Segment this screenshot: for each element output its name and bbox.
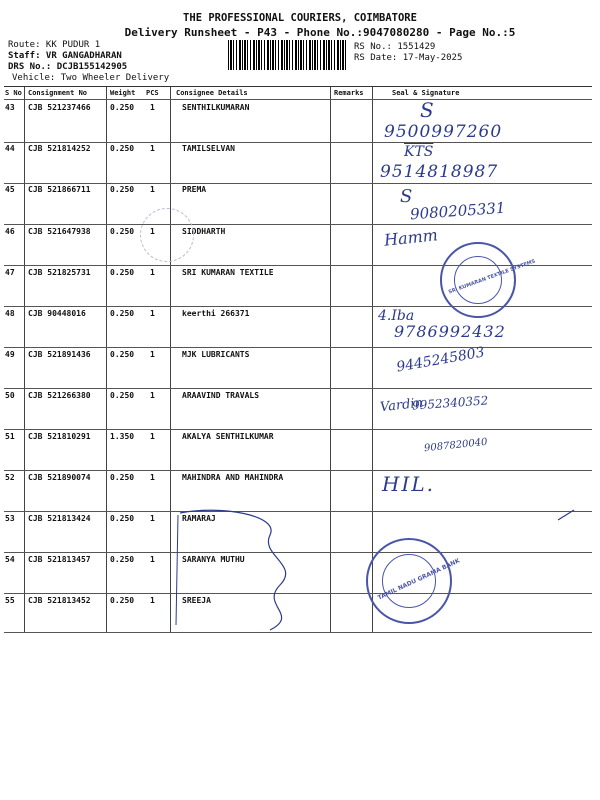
textile-stamp: SRI KUMARAN TEXTILE SYSTEMS <box>440 242 516 318</box>
col-sno: S No <box>5 89 22 97</box>
row-52-cno: CJB 521890074 <box>28 473 91 482</box>
row-53-weight: 0.250 <box>110 514 135 523</box>
row-43-cno: CJB 521237466 <box>28 103 91 112</box>
rs-date-label: RS Date: 17-May-2025 <box>354 53 463 63</box>
drs-label: DRS No.: DCJB155142905 <box>8 62 128 72</box>
row-48-sno: 48 <box>5 309 15 318</box>
row-55-sno: 55 <box>5 596 15 605</box>
row-50-consignee: ARAAVIND TRAVALS <box>182 391 260 400</box>
sig-48-name: 4.Iba <box>378 308 415 324</box>
col-weight: Weight <box>110 89 136 97</box>
scribble-mark <box>160 505 320 635</box>
row-53-pcs: 1 <box>150 514 155 523</box>
row-46-cno: CJB 521647938 <box>28 227 91 236</box>
row-53-consignee: RAMARAJ <box>182 514 216 523</box>
row-44-weight: 0.250 <box>110 144 135 153</box>
row-52-sno: 52 <box>5 473 15 482</box>
row-55-pcs: 1 <box>150 596 155 605</box>
row-52-pcs: 1 <box>150 473 155 482</box>
bank-stamp: TAMIL NADU GRAMA BANK <box>366 538 452 624</box>
sig-50-phone: 9952340352 <box>411 393 489 413</box>
sig-45-phone: 9080205331 <box>409 198 506 224</box>
sig-46: Hamm <box>383 225 439 250</box>
row-55-cno: CJB 521813452 <box>28 596 91 605</box>
row-54-consignee: SARANYA MUTHU <box>182 555 245 564</box>
row-54-pcs: 1 <box>150 555 155 564</box>
row-47-pcs: 1 <box>150 268 155 277</box>
row-48-consignee: keerthi 266371 <box>182 309 250 318</box>
barcode <box>228 40 346 70</box>
sig-50-name: Vardin <box>379 395 424 416</box>
col-consignee: Consignee Details <box>176 89 248 97</box>
row-43-pcs: 1 <box>150 103 155 112</box>
sig-45-mark: S <box>400 186 413 207</box>
row-51-pcs: 1 <box>150 432 155 441</box>
row-50-pcs: 1 <box>150 391 155 400</box>
row-47-weight: 0.250 <box>110 268 135 277</box>
row-55-weight: 0.250 <box>110 596 135 605</box>
row-46-pcs: 1 <box>150 227 155 236</box>
row-49-consignee: MJK LUBRICANTS <box>182 350 250 359</box>
row-51-weight: 1.350 <box>110 432 135 441</box>
row-53-cno: CJB 521813424 <box>28 514 91 523</box>
row-45-weight: 0.250 <box>110 185 135 194</box>
row-46-sno: 46 <box>5 227 15 236</box>
row-51-cno: CJB 521810291 <box>28 432 91 441</box>
sig-44-initials: $\overline{KTS}$ <box>404 144 434 160</box>
row-44-pcs: 1 <box>150 144 155 153</box>
faint-stamp-mark <box>140 208 194 262</box>
row-45-sno: 45 <box>5 185 15 194</box>
row-48-pcs: 1 <box>150 309 155 318</box>
row-47-consignee: SRI KUMARAN TEXTILE <box>182 268 274 277</box>
row-52-weight: 0.250 <box>110 473 135 482</box>
row-53-sno: 53 <box>5 514 15 523</box>
row-54-sno: 54 <box>5 555 15 564</box>
row-50-cno: CJB 521266380 <box>28 391 91 400</box>
col-pcs: PCS <box>146 89 159 97</box>
col-seal: Seal & Signature <box>392 89 460 97</box>
vehicle-label: Vehicle: Two Wheeler Delivery <box>12 73 170 83</box>
row-44-sno: 44 <box>5 144 15 153</box>
row-47-sno: 47 <box>5 268 15 277</box>
row-46-consignee: SIDDHARTH <box>182 227 226 236</box>
row-49-sno: 49 <box>5 350 15 359</box>
row-51-consignee: AKALYA SENTHILKUMAR <box>182 432 274 441</box>
sig-52: HIL. <box>382 472 435 496</box>
row-43-consignee: SENTHILKUMARAN <box>182 103 250 112</box>
row-48-cno: CJB 90448016 <box>28 309 86 318</box>
row-52-consignee: MAHINDRA AND MAHINDRA <box>182 473 284 482</box>
sig-48-phone: 9786992432 <box>394 322 506 341</box>
route-label: Route: KK PUDUR 1 <box>8 40 101 50</box>
tick-mark <box>556 508 576 522</box>
sig-43-phone: 9500997260 <box>384 122 503 142</box>
staff-label: Staff: VR GANGADHARAN <box>8 51 122 61</box>
row-49-cno: CJB 521891436 <box>28 350 91 359</box>
col-remarks: Remarks <box>334 89 364 97</box>
rs-no-label: RS No.: 1551429 <box>354 42 436 52</box>
row-49-weight: 0.250 <box>110 350 135 359</box>
row-50-weight: 0.250 <box>110 391 135 400</box>
row-48-weight: 0.250 <box>110 309 135 318</box>
sig-44-phone: 9514818987 <box>380 162 499 182</box>
row-45-cno: CJB 521866711 <box>28 185 91 194</box>
col-consignment: Consignment No <box>28 89 88 97</box>
row-47-cno: CJB 521825731 <box>28 268 91 277</box>
row-54-weight: 0.250 <box>110 555 135 564</box>
row-46-weight: 0.250 <box>110 227 135 236</box>
row-54-cno: CJB 521813457 <box>28 555 91 564</box>
sig-51-phone: 9087820040 <box>423 436 489 455</box>
row-43-weight: 0.250 <box>110 103 135 112</box>
row-44-cno: CJB 521814252 <box>28 144 91 153</box>
sig-43-mark: S <box>420 98 434 122</box>
row-50-sno: 50 <box>5 391 15 400</box>
row-55-consignee: SREEJA <box>182 596 211 605</box>
row-49-pcs: 1 <box>150 350 155 359</box>
company-title: THE PROFESSIONAL COURIERS, COIMBATORE <box>183 12 417 24</box>
sig-49-phone: 9445245803 <box>395 344 486 376</box>
row-45-pcs: 1 <box>150 185 155 194</box>
row-51-sno: 51 <box>5 432 15 441</box>
row-43-sno: 43 <box>5 103 15 112</box>
runsheet-title: Delivery Runsheet - P43 - Phone No.:9047080280 - Page No.:5 <box>124 26 516 39</box>
row-44-consignee: TAMILSELVAN <box>182 144 235 153</box>
row-45-consignee: PREMA <box>182 185 207 194</box>
